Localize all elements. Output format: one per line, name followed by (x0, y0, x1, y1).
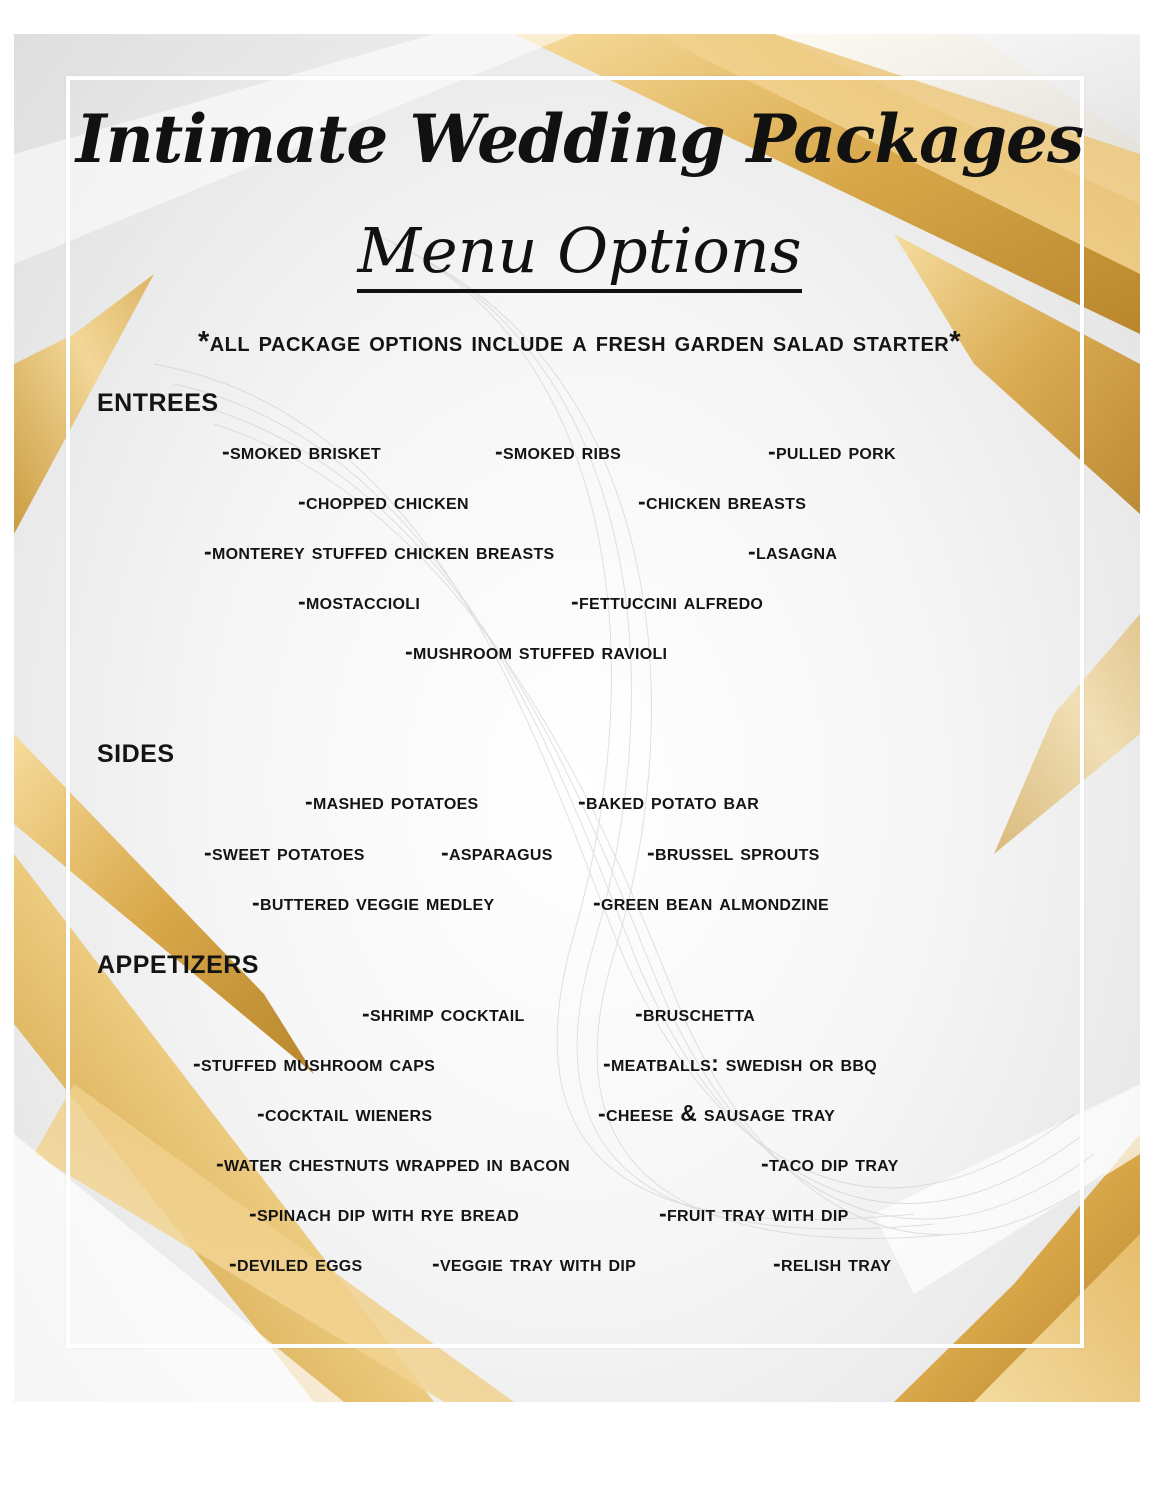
menu-item: -cheese & sausage tray (598, 1100, 836, 1126)
menu-item: -chopped chicken (298, 488, 469, 514)
menu-item: -fruit tray with dip (659, 1200, 849, 1226)
menu-item: -relish tray (773, 1250, 892, 1276)
menu-item: -chicken breasts (638, 488, 807, 514)
page-subtitle (0, 214, 1159, 287)
section-heading-appetizers: appetizers (97, 940, 259, 981)
menu-item: -mushroom stuffed ravioli (405, 638, 668, 664)
menu-item: -brussel sprouts (647, 839, 820, 865)
menu-item: -mostaccioli (298, 588, 421, 614)
menu-item: -meatballs: swedish or bbq (603, 1050, 877, 1076)
menu-item: -fettuccini alfredo (571, 588, 764, 614)
menu-item: -mashed potatoes (305, 788, 479, 814)
menu-item: -cocktail wieners (257, 1100, 433, 1126)
menu-item: -stuffed mushroom caps (193, 1050, 436, 1076)
section-heading-sides: sides (97, 729, 175, 770)
menu-item: -deviled eggs (229, 1250, 363, 1276)
menu-item: -taco dip tray (761, 1150, 899, 1176)
menu-item: -baked potato bar (578, 788, 760, 814)
menu-item: -asparagus (441, 839, 553, 865)
section-heading-entrees: entrees (97, 378, 219, 419)
package-note: *all package options include a fresh garden salad starter* (197, 326, 962, 358)
menu-item: -buttered veggie medley (252, 889, 495, 915)
menu-item: -monterey stuffed chicken breasts (204, 538, 555, 564)
menu-item: -lasagna (748, 538, 838, 564)
menu-item: -bruschetta (635, 1000, 755, 1026)
menu-item: -smoked brisket (222, 438, 382, 464)
menu-item: -spinach dip with rye bread (249, 1200, 520, 1226)
menu-item: -water chestnuts wrapped in bacon (216, 1150, 570, 1176)
menu-item: -sweet potatoes (204, 839, 365, 865)
menu-item: -green bean almondzine (593, 889, 829, 915)
menu-item: -pulled pork (768, 438, 896, 464)
menu-item: -smoked ribs (495, 438, 622, 464)
menu-item: -veggie tray with dip (432, 1250, 637, 1276)
page-title: Intimate Wedding Packages (75, 100, 1084, 178)
subtitle-text: Menu Options (357, 214, 801, 293)
menu-item: -shrimp cocktail (362, 1000, 525, 1026)
